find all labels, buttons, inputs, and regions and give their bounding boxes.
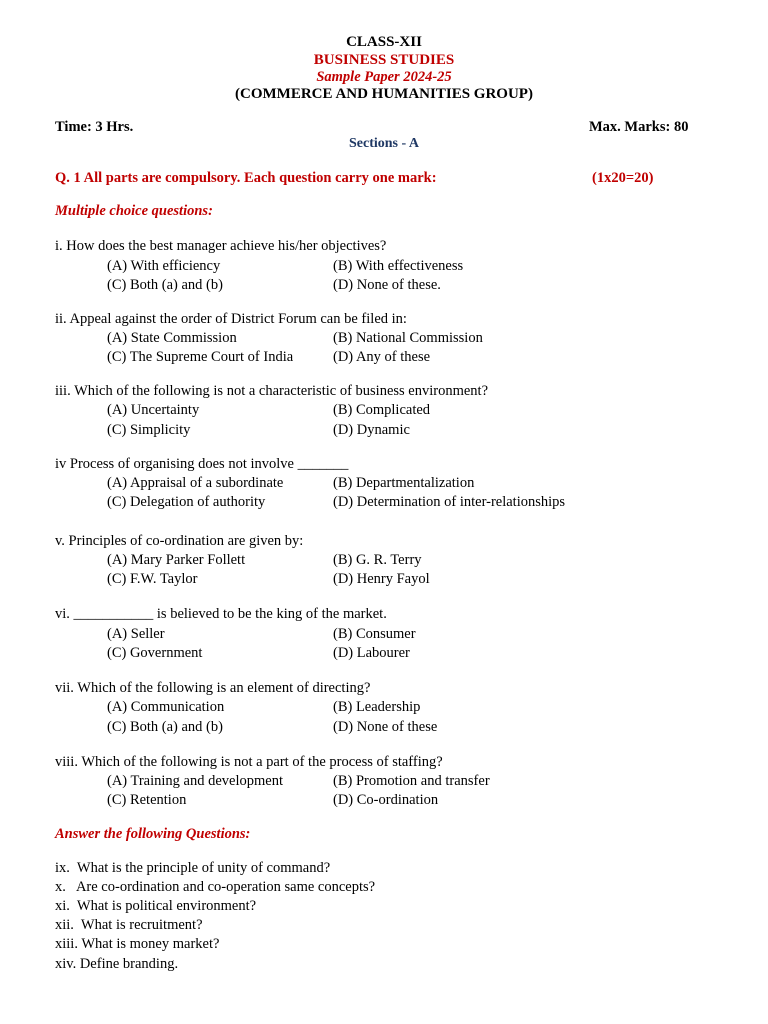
mcq-option: (D) Henry Fayol: [333, 571, 430, 587]
mcq-option: (A) Seller: [107, 626, 165, 642]
mcq-option: (D) Determination of inter-relationships: [333, 494, 566, 510]
mcq-option: (B) With effectiveness: [333, 258, 464, 274]
mcq-option: (C) Government: [107, 645, 203, 661]
mcq-option: (D) Co-ordination: [333, 792, 439, 808]
mcq-question: vii. Which of the following is an element of directing?: [55, 680, 371, 696]
mcq-option: (D) Dynamic: [333, 422, 410, 438]
group-title: (COMMERCE AND HUMANITIES GROUP): [235, 86, 533, 102]
short-question: xiv. Define branding.: [55, 956, 179, 972]
mcq-option: (C) F.W. Taylor: [107, 571, 198, 587]
short-question: xii. What is recruitment?: [55, 917, 203, 933]
mcq-question: i. How does the best manager achieve his/her objectives?: [55, 238, 387, 254]
mcq-option: (A) Mary Parker Follett: [107, 552, 246, 568]
mcq-option: (C) The Supreme Court of India: [107, 349, 294, 365]
mcq-option: (B) Leadership: [333, 699, 421, 715]
mcq-option: (D) Labourer: [333, 645, 410, 661]
section-heading: Sections - A: [349, 136, 419, 151]
short-question: ix. What is the principle of unity of command?: [55, 860, 331, 876]
mcq-option: (C) Delegation of authority: [107, 494, 266, 510]
short-question: x. Are co-ordination and co-operation same concepts?: [55, 879, 376, 895]
mcq-option: (B) Promotion and transfer: [333, 773, 490, 789]
mcq-question: viii. Which of the following is not a part of the process of staffing?: [55, 754, 443, 770]
q1-marks: (1x20=20): [592, 170, 654, 186]
short-question: xi. What is political environment?: [55, 898, 257, 914]
mcq-option: (A) Training and development: [107, 773, 283, 789]
mcq-option: (C) Retention: [107, 792, 187, 808]
q1-instruction: Q. 1 All parts are compulsory. Each question carry one mark:: [55, 170, 437, 186]
mcq-option: (A) Uncertainty: [107, 402, 200, 418]
short-question: xiii. What is money market?: [55, 936, 220, 952]
mcq-option: (A) With efficiency: [107, 258, 221, 274]
subject-title: BUSINESS STUDIES: [313, 52, 455, 68]
mcq-option: (B) National Commission: [333, 330, 483, 346]
mcq-option: (A) Appraisal of a subordinate: [107, 475, 284, 491]
mcq-question: vi. ___________ is believed to be the king of the market.: [55, 606, 387, 622]
mcq-option: (C) Simplicity: [107, 422, 191, 438]
short-answer-heading: Answer the following Questions:: [55, 826, 251, 842]
mcq-option: (B) Departmentalization: [333, 475, 475, 491]
mcq-option: (D) None of these.: [333, 277, 441, 293]
mcq-heading: Multiple choice questions:: [55, 203, 213, 219]
mcq-question: iv Process of organising does not involve _______: [55, 456, 349, 472]
mcq-question: v. Principles of co-ordination are given by:: [55, 533, 304, 549]
mcq-option: (A) Communication: [107, 699, 225, 715]
class-label: CLASS-XII: [346, 34, 422, 50]
mcq-option: (D) Any of these: [333, 349, 431, 365]
mcq-question: ii. Appeal against the order of District Forum can be filed in:: [55, 311, 407, 327]
mcq-option: (B) Consumer: [333, 626, 416, 642]
mcq-question: iii. Which of the following is not a characteristic of business environment?: [55, 383, 489, 399]
mcq-option: (C) Both (a) and (b): [107, 719, 223, 735]
mcq-option: (D) None of these: [333, 719, 438, 735]
mcq-option: (B) G. R. Terry: [333, 552, 422, 568]
mcq-option: (A) State Commission: [107, 330, 237, 346]
paper-subtitle: Sample Paper 2024-25: [316, 69, 452, 85]
max-marks-label: Max. Marks: 80: [589, 119, 689, 135]
mcq-option: (B) Complicated: [333, 402, 431, 418]
time-label: Time: 3 Hrs.: [55, 119, 134, 135]
mcq-option: (C) Both (a) and (b): [107, 277, 223, 293]
